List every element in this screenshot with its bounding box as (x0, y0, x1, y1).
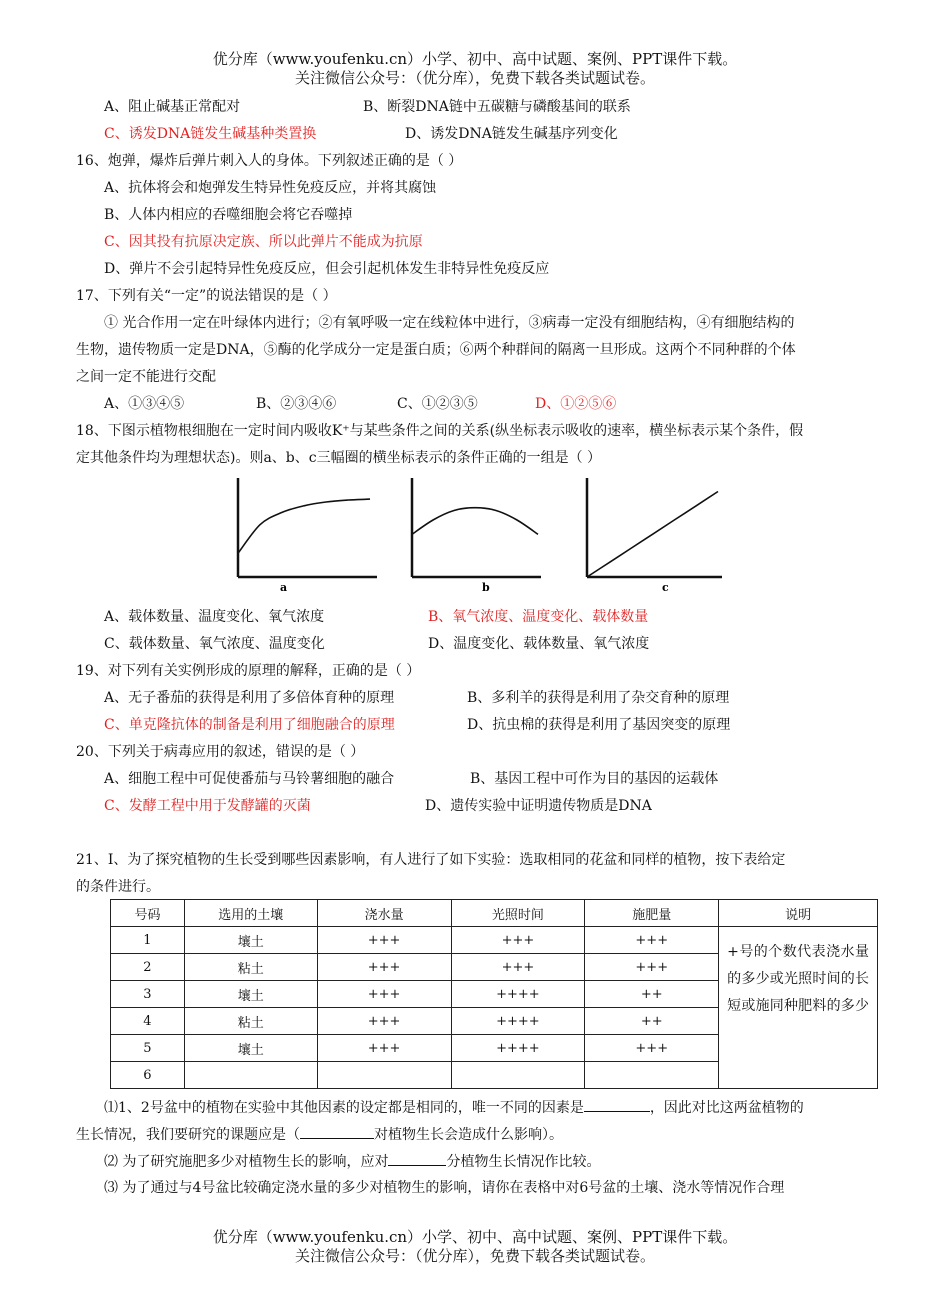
q21-part1-text-b: ，因此对比这两盆植物的 (649, 1100, 804, 1116)
q17-body-2: 生物，遗传物质一定是DNA，⑤酶的化学成分一定是蛋白质；⑥两个种群间的隔离一旦形成。这两个不同种群的个体 (76, 342, 796, 358)
table-cell: ++ (585, 981, 719, 1008)
footer-line-2: 关注微信公众号：（优分库），免费下载各类试题试卷。 (294, 1247, 655, 1265)
q19-option-d: D、抗虫棉的获得是利用了基因突变的原理 (467, 717, 731, 733)
table-header: 说明 (719, 900, 878, 927)
q20-option-b: B、基因工程中可作为目的基因的运载体 (470, 771, 719, 787)
q18-option-d: D、温度变化、载体数量、氧气浓度 (428, 636, 650, 652)
table-header: 选用的土壤 (184, 900, 317, 927)
table-cell: 壤土 (184, 981, 317, 1008)
q19-option-c: C、单克隆抗体的制备是利用了细胞融合的原理 (104, 717, 395, 733)
q21-part1-line2 (76, 1124, 563, 1145)
k-absorption-charts (220, 470, 740, 600)
table-cell: +++ (585, 1035, 719, 1062)
header-line-1: 优分库（www.youfenku.cn）小学、初中、高中试题、案例、PPT课件下载。 (212, 50, 738, 68)
table-header-row (111, 900, 878, 927)
q21-part1-line1 (104, 1097, 804, 1118)
q15-option-c: C、诱发DNA链发生碱基种类置换 (104, 126, 317, 142)
table-cell: 2 (111, 954, 185, 981)
q16-option-c: C、因其投有抗原决定族、所以此弹片不能成为抗原 (104, 234, 423, 250)
table-note-text: +号的个数代表浇水量的多少或光照时间的长短或施同种肥料的多少 (727, 944, 869, 1014)
table-cell: 6 (111, 1062, 185, 1089)
table-cell: +++ (317, 954, 451, 981)
footer-line-1: 优分库（www.youfenku.cn）小学、初中、高中试题、案例、PPT课件下载。 (212, 1228, 738, 1246)
q21-part2-text-a: ⑵ 为了研究施肥多少对植物生长的影响，应对 (104, 1154, 389, 1170)
q20-option-d: D、遗传实验中证明遗传物质是DNA (425, 798, 652, 814)
table-cell[interactable] (451, 1062, 585, 1089)
q21-part2-text-b: 分植物生长情况作比较。 (446, 1154, 601, 1170)
table-cell: ++++ (451, 1008, 585, 1035)
table-cell: ++ (585, 1008, 719, 1035)
table-header: 浇水量 (317, 900, 451, 927)
q15-option-b: B、断裂DNA链中五碳糖与磷酸基间的联系 (363, 99, 631, 115)
chart-b-axes (412, 478, 541, 577)
table-cell: 壤土 (184, 927, 317, 954)
q21-part1-text-d: 对植物生长会造成什么影响）。 (374, 1127, 563, 1143)
q20-option-a: A、细胞工程中可促使番茄与马铃薯细胞的融合 (104, 771, 395, 787)
chart-a-label: a (280, 581, 288, 594)
q17-body-1: ① 光合作用一定在叶绿体内进行；②有氧呼吸一定在线粒体中进行，③病毒一定没有细胞结构，④有细胞结构的 (104, 315, 795, 331)
q15-option-d: D、诱发DNA链发生碱基序列变化 (405, 126, 618, 142)
q19-option-a: A、无子番茄的获得是利用了多倍体育种的原理 (104, 690, 395, 706)
q17-body-3: 之间一定不能进行交配 (76, 369, 216, 385)
answer-blank[interactable] (388, 1151, 446, 1166)
table-cell: ++++ (451, 981, 585, 1008)
q17-option-a: A、①③④⑤ (104, 396, 185, 412)
chart-b-curve (412, 508, 538, 535)
q17-option-d: D、①②⑤⑥ (535, 396, 617, 412)
q21-part1-text-a: ⑴1、2号盆中的植物在实验中其他因素的设定都是相同的，唯一不同的因素是 (104, 1100, 584, 1116)
table-cell[interactable] (317, 1062, 451, 1089)
q20-option-c: C、发酵工程中用于发酵罐的灭菌 (104, 798, 311, 814)
q18-option-c: C、载体数量、氧气浓度、温度变化 (104, 636, 325, 652)
table-cell: ++++ (451, 1035, 585, 1062)
q18-stem-2: 定其他条件均为理想状态)。则a、b、c三幅圈的横坐标表示的条件正确的一组是（ ） (76, 450, 602, 466)
chart-b-label: b (482, 581, 490, 594)
q17-option-b: B、②③④⑥ (256, 396, 337, 412)
table-cell[interactable] (585, 1062, 719, 1089)
chart-a-curve (238, 499, 370, 553)
q16-stem: 16、炮弹，爆炸后弹片刺入人的身体。下列叙述正确的是（ ） (76, 153, 463, 169)
table-cell: +++ (317, 1035, 451, 1062)
table-cell: +++ (317, 927, 451, 954)
table-row (111, 927, 878, 954)
table-cell: 3 (111, 981, 185, 1008)
chart-a-axes (238, 478, 377, 577)
table-cell[interactable] (184, 1062, 317, 1089)
table-cell: +++ (585, 927, 719, 954)
q16-option-b: B、人体内相应的吞噬细胞会将它吞噬掉 (104, 207, 353, 223)
table-cell: 1 (111, 927, 185, 954)
q21-part2 (104, 1151, 600, 1172)
q17-stem: 17、下列有关“一定”的说法错误的是（ ） (76, 288, 337, 304)
table-cell: 粘土 (184, 954, 317, 981)
table-cell: +++ (585, 954, 719, 981)
table-header: 光照时间 (451, 900, 585, 927)
q21-stem-2: 的条件进行。 (76, 879, 160, 895)
experiment-table (110, 899, 878, 1089)
q18-option-a: A、载体数量、温度变化、氧气浓度 (104, 609, 325, 625)
chart-c-curve (587, 492, 718, 578)
table-header: 施肥量 (585, 900, 719, 927)
table-cell: +++ (451, 954, 585, 981)
q15-option-a: A、阻止碱基正常配对 (104, 99, 241, 115)
table-cell: 5 (111, 1035, 185, 1062)
chart-c-axes (587, 478, 722, 577)
table-cell: 壤土 (184, 1035, 317, 1062)
q18-option-b: B、氧气浓度、温度变化、载体数量 (428, 609, 649, 625)
table-header: 号码 (111, 900, 185, 927)
q19-stem: 19、对下列有关实例形成的原理的解释，正确的是（ ） (76, 663, 421, 679)
q21-stem-1: 21、Ⅰ、为了探究植物的生长受到哪些因素影响，有人进行了如下实验：选取相同的花盆和同样的植物，按下表给定 (76, 852, 786, 868)
q21-part1-text-c: 生长情况，我们要研究的课题应是（ (76, 1127, 300, 1143)
answer-blank[interactable] (300, 1124, 374, 1139)
q19-option-b: B、多利羊的获得是利用了杂交育种的原理 (467, 690, 730, 706)
table-cell: +++ (451, 927, 585, 954)
table-cell: 4 (111, 1008, 185, 1035)
q16-option-a: A、抗体将会和炮弹发生特异性免疫反应，并将其腐蚀 (104, 180, 437, 196)
q17-option-c: C、①②③⑤ (397, 396, 478, 412)
answer-blank[interactable] (584, 1097, 650, 1112)
table-cell: 粘土 (184, 1008, 317, 1035)
q16-option-d: D、弹片不会引起特异性免疫反应，但会引起机体发生非特异性免疫反应 (104, 261, 550, 277)
q18-stem-1: 18、下图示植物根细胞在一定时间内吸收K⁺与某些条件之间的关系(纵坐标表示吸收的速率，横坐标表示某个条件，假 (76, 423, 804, 439)
q21-part3: ⑶ 为了通过与4号盆比较确定浇水量的多少对植物生的影响，请你在表格中对6号盆的土壤、浇水等情况作合理 (104, 1180, 785, 1196)
table-cell: +++ (317, 1008, 451, 1035)
table-cell: +++ (317, 981, 451, 1008)
chart-c-label: c (662, 581, 669, 594)
table-note (719, 927, 878, 1089)
header-line-2: 关注微信公众号：（优分库），免费下载各类试题试卷。 (294, 69, 655, 87)
q20-stem: 20、下列关于病毒应用的叙述，错误的是（ ） (76, 744, 365, 760)
